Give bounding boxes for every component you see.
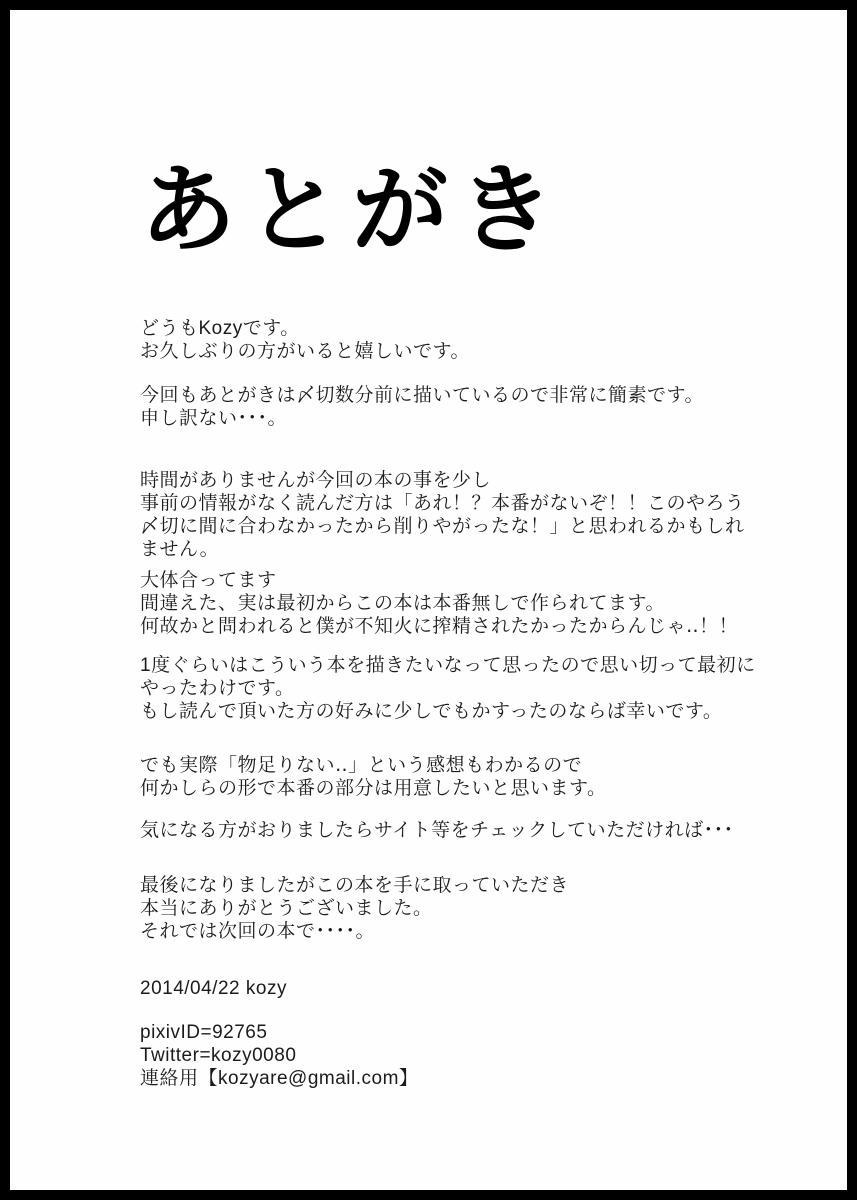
text-line: もし読んで頂いた方の好みに少しでもかすったのならば幸いです。 <box>140 701 723 722</box>
text-line: お久しぶりの方がいると嬉しいです。 <box>140 341 470 362</box>
pixiv-id-line: pixivID=92765 <box>140 1022 268 1043</box>
greeting-paragraph <box>140 317 470 363</box>
text-line: 大体合ってます <box>140 570 277 591</box>
text-line: 事前の情報がなく読んだ方は「あれ！？本番がないぞ！！このやろう <box>140 493 745 514</box>
text-line: 最後になりましたがこの本を手に取っていただき <box>140 875 570 896</box>
date-signature <box>140 977 287 1000</box>
motivation-paragraph <box>140 654 756 723</box>
text-line: やったわけです。 <box>140 678 295 699</box>
text-line: 1度ぐらいはこういう本を描きたいなって思ったので思い切って最初に <box>140 655 756 676</box>
text-line: 今回もあとがきは〆切数分前に描いているので非常に簡素です。 <box>140 385 704 406</box>
text-line: 2014/04/22 kozy <box>140 978 287 999</box>
text-line: 〆切に間に合わなかったから削りやがったな！」と思われるかもしれ <box>140 516 745 537</box>
text-line: ません。 <box>140 539 220 560</box>
text-line: 何故かと問われると僕が不知火に搾精されたかったからんじゃ‥！！ <box>140 616 739 637</box>
text-line: 時間がありませんが今回の本の事を少し <box>140 470 492 491</box>
text-line: 何かしらの形で本番の部分は用意したいと思います。 <box>140 778 607 799</box>
thanks-paragraph <box>140 874 569 943</box>
text-line: 間違えた、実は最初からこの本は本番無しで作られてます。 <box>140 593 665 614</box>
text-line: それでは次回の本で････。 <box>140 921 376 942</box>
site-check-paragraph <box>140 819 734 842</box>
twitter-line: Twitter=kozy0080 <box>140 1045 297 1066</box>
reveal-paragraph <box>140 569 738 638</box>
contact-info <box>140 1021 418 1090</box>
text-line: 申し訳ない･･･。 <box>140 408 288 429</box>
feedback-paragraph <box>140 754 606 800</box>
text-line: でも実際「物足りない‥」という感想もわかるので <box>140 755 583 776</box>
email-line: 連絡用【kozyare@gmail.com】 <box>140 1068 419 1089</box>
page-title: あとがき <box>140 153 564 266</box>
text-line: 気になる方がおりましたらサイト等をチェックしていただければ･･･ <box>140 820 734 841</box>
text-line: 本当にありがとうございました。 <box>140 898 433 919</box>
text-line: どうもKozyです。 <box>140 318 300 339</box>
apology-paragraph <box>140 384 704 430</box>
book-intro-paragraph <box>140 469 745 561</box>
